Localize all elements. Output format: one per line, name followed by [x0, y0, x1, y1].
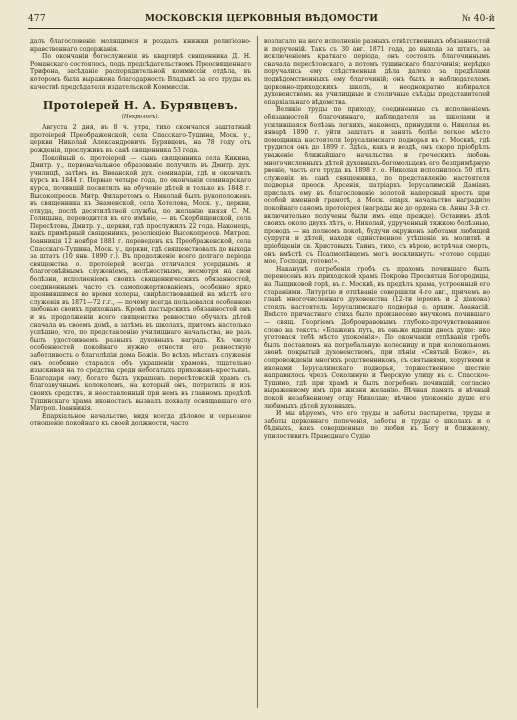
left-column [30, 38, 251, 710]
paragraph: далъ благословеніе молящимся и роздалъ книжки религіозно-нравственнаго содержанія. [30, 38, 251, 53]
column-divider [257, 36, 258, 708]
journal-title: МОСКОВСКІЯ ЦЕРКОВНЫЯ ВѢДОМОСТИ [144, 14, 379, 24]
issue-number: № 40-й [461, 14, 495, 24]
page-header [28, 12, 495, 29]
article-subtitle: (Некрологъ). [121, 114, 160, 121]
page-number: 477 [28, 14, 46, 24]
paragraph: Наканунѣ погребенія гробъ съ прахомъ почившаго былъ перенесенъ изъ приходской храмъ Покрова Пресвятыя Богородицы, на Лыщиковой горѣ, въ г. Москвѣ, въ предѣлъ храма, устроенный его стараніями. Литургію и отпѣваніе совершили 4-го авг., причемъ во главѣ многочисленнаго духовенства (12-ти іереевъ и 2 діакона) стоялъ настоятель Іерусалимскаго подворья о. архим. Аѳанасій. Вмѣсто причастнаго стиха было произнесено внучкомъ почившаго — свящ. Георгіемъ Добронравовымъ глубоко-прочувствованное слово на текстъ: «Блаженъ путь, въ оньже идеши днесь душе: яко уготовася тебѣ мѣсто упокоенія». По окончаніи отпѣванія гробъ былъ поставленъ на погребальную колесницу и при колокольномъ звонѣ покрытый духовенствомъ, при пѣніи «Святый Боже», въ сопровожденіи многихъ родственниковъ, съ святынями, хоругвями и иконами Іерусалимскаго подворья, торжественное шествіе направилось чрезъ Соколиную и Тверскую улицу въ с. Спасское-Тушино, гдѣ при храмѣ и былъ погребенъ почившій, согласно выраженному имъ при жизни желанію. Вѣчная память и вѣчный покой незабвенному отцу Николаю; вѣчное упокоеніе душе его любимыхъ дѣтей духовныхъ. [264, 265, 490, 410]
article-title: Протоіерей Н. А. Бурявцевъ. [42, 99, 239, 113]
paragraph: Епархіальное начальство, видя всегда дѣловое и серьезное отношеніе покойнаго къ своей должности, часто [30, 412, 251, 428]
paragraph: Августа 2 дня, въ 8 ч. утра, тихо скончался заштатный протоіерей Преображенской, села Спасскаго-Тушина, Моск. у., церкви Николай Александровичъ Бурявцевъ, на 78 году отъ рожденія, прослуживъ въ санѣ священника 53 года. [30, 124, 251, 154]
paragraph: Великіе труды по приходу, соединенные съ исполненіемъ обязанностей благочиннаго, наблюдателя за школами и усилившаяся болѣзнь легкихъ, наконецъ, принудили о. Николая въ январѣ 1890 г. уйти заштатъ и занять болѣе легкое мѣсто помощника настоятеля Іерусалимскаго подворья въ г. Москвѣ, гдѣ трудился онъ до 1899 г. Здѣсь, какъ и вездѣ, онъ скоро пріобрѣлъ уваженіе ближайшаго начальства и греческихъ любовь многочисленныхъ дѣтей духовныхъ-богомольцевъ его безпримѣрную рвеніе, часть его труда въ 1898 г. о. Николая исполнилось 50 лѣтъ служенія въ санѣ священника, по представленію настоятеля подворья преосв. Арсенія, патріархъ Іерусалимскій Даміанъ прислалъ ему въ благословеніе золотой наперсный крестъ при особой именной грамотѣ, а Моск. епарх. начальство наградило покойнаго саномъ протоіерея (награды же до ордена св. Анны 3-й ст. включительно получены были имъ еще прежде). Оставивъ дѣлѣ своихъ около двухъ лѣтъ, о. Николай, удрученный тяжкою болѣзнью, проводъ — на полномъ покоѣ, будучи окруженъ заботами любящей супруги и дѣтей, находя единственное утѣшеніе въ молитвѣ и пріобщеніи св. Христовыхъ Таинъ, тихо, съ вѣрою, встрѣчая смерть, онъ вмѣстѣ съ Псалмопѣвцемъ могъ воскликнуть: «готово сердце мое, Господи, готово!». [264, 106, 490, 266]
paragraph: Покойный о. протоіерей — сынъ священника села Кикина, Дмитр. у., первоначальное образованіе получилъ въ Дмитр. дух. училищѣ, затѣмъ въ Виѳанской дух. семинаріи, гдѣ и окончилъ курсъ въ 1844 г. Первые четыре года, по окончаніи семинарскаго курса, почившій посвятилъ на обученіе дѣтей и только въ 1848 г. Высокопреосв. Митр. Филаретомъ о. Николай былъ рукоположенъ въ священника къ Знаменской, села Хотелова, Моск. у., церкви, откуда, послѣ десятилѣтней службы, по желанію князя С. М. Голицына, переводится въ его имѣніе, — въ Скорбященской, села Пересѣтова, Дмитр. у., церкви, гдѣ прослужилъ 22 года. Наконецъ, какъ примѣрный священникъ, резолюціею Высокопреосв. Митроп. Іоанникія 12 ноября 1881 г. переведенъ къ Преображенской, села Спасскаго-Тушина, Моск. у., церкви, гдѣ священствовалъ до выхода за штатъ (10 янв. 1890 г.). Въ продолженіе всего долгаго періода священства о. протоіерей всегда отличался усерднымъ и благоговѣйнымъ служеніемъ, нелѣностнымъ, несмотря на свои болѣзни, исполненіемъ своихъ священническихъ обязанностей, соединеннымъ часто съ самопожертвованіемъ, особенно ярко проявившимся во время холеры, свирѣпствовавшей на мѣстѣ его служенія въ 1871—72 г.г., — почему всегда пользовался особенною любовью своихъ прихожанъ. Кромѣ пастырскихъ обязанностей онъ и въ продолженіи всего священства ревностно обучалъ дѣтей сначала въ своемъ домѣ, а затѣмъ въ школахъ, притомъ настолько успѣшно, что, по представленію училищнаго начальства, не разъ былъ удостоиваемъ разныхъ духовныхъ наградъ. Къ числу особенностей покойнаго нужно отнести его ревностную заботливость о благолѣпіи дома Божія. Во всѣхъ мѣстахъ служенія онъ особенно старался объ украшеніи храмовъ, тщательно изыскивая на то средства среди небогатыхъ прихожанъ-крестьянъ. Благодаря ему, богато былъ украшенъ пересѣтовскій храмъ съ благозвучнымъ колоколомъ, на который онъ, потратилъ и изъ своихъ средствъ, и неоставленный при немъ въ главномъ предѣлѣ Тушинскаго храма иконостасъ вызвалъ похвалу освящавшаго его Митроп. Іоанникія. [30, 154, 251, 413]
paragraph: И мы вѣруемъ, что его труды и заботы пастыретва, труды и заботы церковнаго попеченія, заботы и труды о школахъ и о бѣдныхъ, какъ совершенные по любви къ Богу и ближнему, упилостивитъ Праведнаго Судію [264, 410, 490, 440]
paragraph: возлагало на него исполненіе разныхъ отвѣтственныхъ обязанностей и порученій. Такъ съ 30 авг. 1871 года, до выхода за штатъ, за исключеніемъ краткаго періода, онъ состоялъ благочиннымъ сначала пересѣтовскаго, а потомъ тушинскаго благочинія; нерѣдко поручались ему слѣдственныя дѣла далеко за предѣлами подвѣдомственныхъ ему благочиній; онъ былъ и наблюдателемъ церковно-приходскихъ школъ, и неоднократно избирался духовенствомъ на училищные и столичные съѣзды представителей епархіальнаго вѣдомства. [264, 38, 490, 106]
paragraph: По окончаніи богослуженія въ квартирѣ священника Д. Н. Романскаго состоялось, подъ предсѣдательствомъ Преосвященнаго Трифона, засѣданіе распорядительной коммиссіи отдѣла, въ которомъ была выражена благодарность Владыкѣ за его труды въ качествѣ предсѣдателя издательской Коммиссіи. [30, 53, 251, 91]
right-column [264, 38, 490, 710]
